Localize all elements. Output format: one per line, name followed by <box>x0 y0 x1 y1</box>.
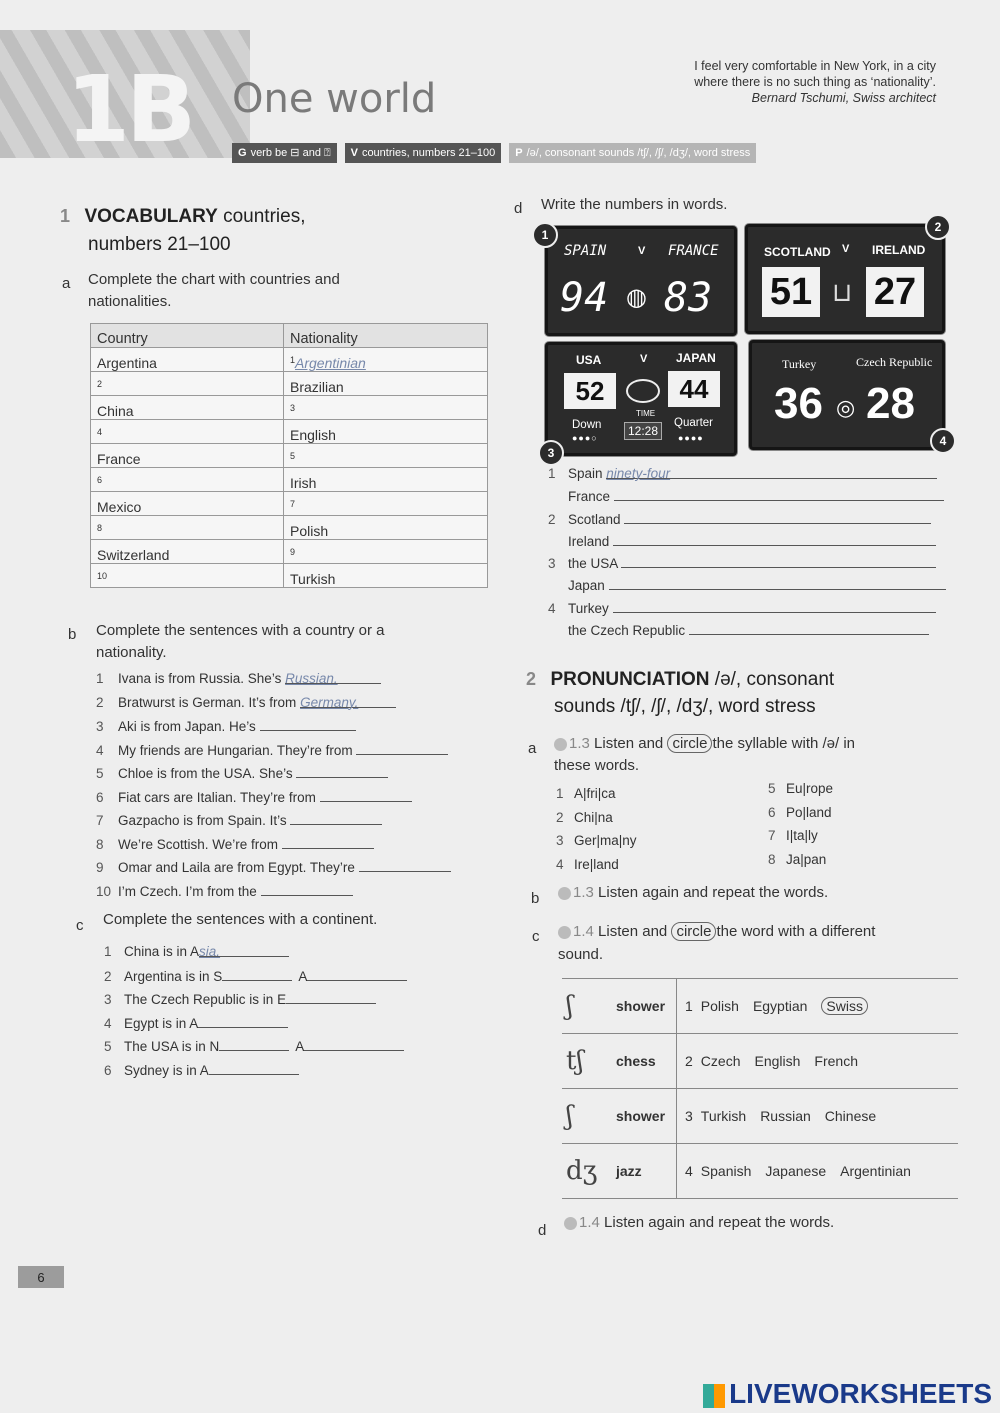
list-item: 2 Bratwurst is German. It’s from Germany. <box>96 695 396 710</box>
grammar-tags <box>232 143 756 163</box>
table-row <box>91 420 488 444</box>
board1-team2: FRANCE <box>668 243 719 259</box>
list-item: 2 Scotland <box>548 511 931 527</box>
sound-picture <box>562 1144 608 1199</box>
section-1-heading <box>60 206 305 228</box>
table-row <box>91 372 488 396</box>
answer-blank[interactable] <box>621 555 936 568</box>
board1-score2: 83 <box>664 275 713 321</box>
table-row <box>91 540 488 564</box>
answer-blank[interactable] <box>260 718 356 731</box>
board3-quarter-dots: ●●●● <box>678 433 704 443</box>
board3-badge: 3 <box>538 440 564 466</box>
nationality-cell[interactable]: 3 <box>284 396 488 420</box>
word-option[interactable]: Czech <box>700 1053 741 1069</box>
board2-vs: V <box>842 243 850 255</box>
word-option[interactable]: Argentinian <box>840 1163 911 1179</box>
exercise-2a-instruction: 1.3 Listen and circle the syllable with /ə/ in these words. <box>554 735 856 774</box>
tag-vocabulary: V countries, numbers 21–100 <box>345 143 502 163</box>
unit-title: One world <box>232 76 437 122</box>
sound-picture <box>562 979 608 1034</box>
section-1-title-line2: numbers 21–100 <box>88 234 231 255</box>
country-cell[interactable]: 2 <box>91 372 284 396</box>
audio-icon[interactable] <box>558 926 571 939</box>
answer-blank[interactable] <box>689 622 929 635</box>
phonetic-symbol: dʒ <box>566 1156 598 1186</box>
list-item[interactable]: 1 A|fri|ca <box>556 786 616 801</box>
answer-blank[interactable] <box>624 511 931 524</box>
nationality-table <box>90 323 488 588</box>
answer-blank[interactable] <box>198 1015 288 1028</box>
answer-blank[interactable] <box>320 789 412 802</box>
sound-picture <box>562 1089 608 1144</box>
table-header-country: Country <box>91 324 284 348</box>
list-item: 1 China is in Asia. <box>104 944 289 959</box>
answer-blank[interactable] <box>359 859 451 872</box>
scoreboard-2 <box>745 224 945 334</box>
quote <box>636 58 936 106</box>
exercise-1c-instruction: Complete the sentences with a continent. <box>103 911 378 928</box>
board3-quarter: Quarter <box>674 417 713 429</box>
table-header-nationality: Nationality <box>284 324 488 348</box>
word-option[interactable]: Egyptian <box>752 998 808 1014</box>
board3-down: Down <box>572 419 602 431</box>
nationality-cell[interactable]: Polish <box>284 516 488 540</box>
exercise-2b-letter: b <box>531 890 540 907</box>
section-2-heading <box>526 669 834 691</box>
list-item: 7 Gazpacho is from Spain. It’s <box>96 812 382 828</box>
word-option[interactable]: Turkish <box>700 1108 747 1124</box>
board4-team1: Turkey <box>782 357 817 371</box>
word-option[interactable]: Japanese <box>765 1163 827 1179</box>
list-item: 4 Turkey <box>548 600 936 616</box>
volleyball-icon: ◎ <box>836 395 856 420</box>
section-1-number: 1 <box>60 206 71 226</box>
list-item: Japan <box>568 577 946 593</box>
sound-picture <box>562 1034 608 1089</box>
basketball-icon: ◍ <box>626 284 647 311</box>
exercise-1a-instruction: Complete the chart with countries and nationalities. <box>88 271 340 310</box>
country-cell[interactable]: 8 <box>91 516 284 540</box>
section-2-number: 2 <box>526 669 537 689</box>
list-item[interactable]: 5 Eu|rope <box>768 781 834 796</box>
board4-badge: 4 <box>930 428 956 454</box>
country-cell[interactable]: France <box>91 444 284 468</box>
exercise-2a-letter: a <box>528 740 537 757</box>
tag-pronunciation: P /ə/, consonant sounds /tʃ/, /ʃ/, /dʒ/, word stress <box>509 143 756 163</box>
exercise-1d-letter: d <box>514 200 523 217</box>
board3-time-label: TIME <box>636 409 656 418</box>
board2-team1: SCOTLAND <box>764 245 831 259</box>
board1-score1: 94 <box>560 275 609 321</box>
table-row <box>91 468 488 492</box>
list-item: 1 Ivana is from Russia. She’s Russian. <box>96 671 381 686</box>
sound-word: shower <box>608 1089 677 1144</box>
football-icon <box>626 379 660 403</box>
country-cell[interactable]: Mexico <box>91 492 284 516</box>
phonetic-symbol: ʃ <box>566 1101 574 1131</box>
sound-word: chess <box>608 1034 677 1089</box>
goalpost-icon: ⊔ <box>832 277 853 307</box>
list-item: 8 We’re Scottish. We’re from <box>96 836 374 852</box>
list-item: 10 I’m Czech. I’m from the <box>96 883 353 899</box>
list-item[interactable]: 4 Ire|land <box>556 856 619 872</box>
list-item: 1 Spain ninety-four <box>548 466 937 481</box>
list-item[interactable]: 2 Chi|na <box>556 809 613 825</box>
answer-blank[interactable] <box>219 1038 289 1051</box>
answer-blank[interactable]: Russian. <box>285 671 381 684</box>
board3-score2: 44 <box>668 371 720 407</box>
section-2-title-bold: PRONUNCIATION <box>550 669 710 690</box>
board3-team1: USA <box>576 353 602 367</box>
section-2-title-line2: sounds /tʃ/, /ʃ/, /dʒ/, word stress <box>554 696 816 717</box>
list-item: 6 Fiat cars are Italian. They’re from <box>96 789 412 805</box>
board2-team2: IRELAND <box>872 243 926 257</box>
page-number: 6 <box>18 1266 64 1288</box>
audio-icon[interactable] <box>564 1217 577 1230</box>
liveworksheets-logo[interactable]: LIVEWORKSHEETS <box>703 1378 992 1410</box>
table-row <box>91 348 488 372</box>
board1-team1: SPAIN <box>564 243 607 259</box>
board3-team2: JAPAN <box>676 351 716 365</box>
nationality-cell[interactable]: 9 <box>284 540 488 564</box>
word-option[interactable]: Spanish <box>700 1163 752 1179</box>
table-row <box>91 516 488 540</box>
answer-blank[interactable]: ninety-four <box>606 466 937 479</box>
table-row <box>562 1034 958 1089</box>
sound-word: shower <box>608 979 677 1034</box>
sound-word: jazz <box>608 1144 677 1199</box>
answer-blank[interactable] <box>613 533 936 546</box>
sound-table <box>562 978 958 1199</box>
nationality-cell[interactable]: Turkish <box>284 564 488 588</box>
section-1-title-bold: VOCABULARY <box>84 206 218 227</box>
country-cell[interactable]: Switzerland <box>91 540 284 564</box>
word-options: 4 Spanish Japanese Argentinian <box>677 1144 959 1199</box>
word-options: 1 Polish Egyptian Swiss <box>677 979 959 1034</box>
country-cell[interactable]: China <box>91 396 284 420</box>
list-item: 2 Argentina is in S A <box>104 968 407 984</box>
answer-blank[interactable] <box>307 968 407 981</box>
audio-icon[interactable] <box>554 738 567 751</box>
answer-blank[interactable] <box>304 1038 404 1051</box>
word-options: 2 Czech English French <box>677 1034 959 1089</box>
board3-time: 12:28 <box>624 422 662 440</box>
nationality-cell[interactable]: 5 <box>284 444 488 468</box>
exercise-1b-instruction: Complete the sentences with a country or a nationality. <box>96 622 385 661</box>
table-row <box>562 1144 958 1199</box>
board2-badge: 2 <box>925 214 951 240</box>
scoreboard-3 <box>545 342 737 456</box>
list-item: Ireland <box>568 533 936 549</box>
exercise-2d-letter: d <box>538 1222 547 1239</box>
answer-blank[interactable] <box>209 1062 299 1075</box>
phonetic-symbol: ʃ <box>566 991 574 1021</box>
answer-blank[interactable] <box>614 488 944 501</box>
table-row <box>91 396 488 420</box>
list-item[interactable]: 8 Ja|pan <box>768 851 827 867</box>
audio-icon[interactable] <box>558 887 571 900</box>
section-2-title-rest: /ə/, consonant <box>714 669 835 690</box>
nationality-cell[interactable]: 7 <box>284 492 488 516</box>
exercise-1c-letter: c <box>76 917 84 934</box>
exercise-2d-instruction: 1.4 Listen again and repeat the words. <box>564 1214 834 1231</box>
word-option[interactable]: Chinese <box>824 1108 877 1124</box>
answer-blank[interactable] <box>290 812 382 825</box>
board4-score2: 28 <box>866 379 915 428</box>
nationality-cell[interactable]: Brazilian <box>284 372 488 396</box>
board3-score1: 52 <box>564 373 616 409</box>
exercise-2c-letter: c <box>532 928 540 945</box>
answer-blank[interactable] <box>609 577 947 590</box>
quote-author: Bernard Tschumi, Swiss architect <box>751 91 936 105</box>
board1-vs: V <box>638 245 646 257</box>
answer-blank[interactable] <box>282 836 374 849</box>
country-cell[interactable]: Argentina <box>91 348 284 372</box>
list-item[interactable]: 6 Po|land <box>768 804 832 820</box>
word-options: 3 Turkish Russian Chinese <box>677 1089 959 1144</box>
table-row <box>91 444 488 468</box>
phonetic-symbol: tʃ <box>566 1046 584 1076</box>
exercise-1a-letter: a <box>62 275 71 292</box>
answer-blank[interactable] <box>356 742 448 755</box>
board2-score1: 51 <box>762 267 820 317</box>
answer-blank[interactable]: sia. <box>199 944 289 957</box>
answer-blank[interactable] <box>613 600 936 613</box>
unit-number: 1B <box>66 56 193 163</box>
scoreboard-4 <box>749 340 945 450</box>
list-item: France <box>568 488 944 504</box>
answer-blank[interactable] <box>286 991 376 1004</box>
answer-blank[interactable]: Germany. <box>300 695 396 708</box>
word-option[interactable]: French <box>814 1053 858 1069</box>
list-item[interactable]: 3 Ger|ma|ny <box>556 833 637 848</box>
nationality-cell[interactable]: English <box>284 420 488 444</box>
board4-score1: 36 <box>774 379 823 428</box>
logo-icon <box>703 1384 725 1408</box>
exercise-2b-instruction: 1.3 Listen again and repeat the words. <box>558 884 828 901</box>
section-1-title-rest: countries, <box>223 206 306 227</box>
board3-down-dots: ●●●○ <box>572 433 598 443</box>
table-header-row <box>91 324 488 348</box>
nationality-cell[interactable]: $^1$Argentinian <box>284 348 488 372</box>
board4-team2: Czech Republic <box>856 355 933 369</box>
list-item: 4 Egypt is in A <box>104 1015 288 1031</box>
exercise-1d-instruction: Write the numbers in words. <box>541 196 728 213</box>
list-item: 9 Omar and Laila are from Egypt. They’re <box>96 859 451 875</box>
answer-blank[interactable] <box>296 765 388 778</box>
country-cell[interactable]: 4 <box>91 420 284 444</box>
quote-line-1: I feel very comfortable in New York, in a city <box>694 59 936 73</box>
list-item: the Czech Republic <box>568 622 929 638</box>
list-item: 6 Sydney is in A <box>104 1062 299 1078</box>
word-option[interactable]: Swiss <box>821 997 868 1015</box>
list-item: 3 the USA <box>548 555 936 571</box>
exercise-1b-letter: b <box>68 626 77 643</box>
exercise-2c-instruction: 1.4 Listen and circle the word with a different sound. <box>558 923 876 963</box>
country-cell[interactable]: 10 <box>91 564 284 588</box>
board1-badge: 1 <box>532 222 558 248</box>
list-item: 5 The USA is in N A <box>104 1038 404 1054</box>
answer-blank[interactable] <box>222 968 292 981</box>
list-item[interactable]: 7 I|ta|ly <box>768 828 818 843</box>
nationality-cell[interactable]: Irish <box>284 468 488 492</box>
country-cell[interactable]: 6 <box>91 468 284 492</box>
list-item: 3 The Czech Republic is in E <box>104 991 376 1007</box>
table-row <box>562 979 958 1034</box>
board3-vs: V <box>640 353 648 365</box>
board2-score2: 27 <box>866 267 924 317</box>
table-row <box>562 1089 958 1144</box>
scoreboard-1 <box>545 226 737 336</box>
word-option[interactable]: Polish <box>700 998 739 1014</box>
quote-line-2: where there is no such thing as ‘nationality’. <box>694 75 936 89</box>
word-option[interactable]: Russian <box>760 1108 811 1124</box>
tag-grammar: G verb be ⊟ and ⍰ <box>232 143 337 163</box>
answer-blank[interactable] <box>261 883 353 896</box>
table-row <box>91 492 488 516</box>
list-item: 5 Chloe is from the USA. She’s <box>96 765 388 781</box>
list-item: 4 My friends are Hungarian. They’re from <box>96 742 448 758</box>
word-option[interactable]: English <box>754 1053 801 1069</box>
table-row <box>91 564 488 588</box>
list-item: 3 Aki is from Japan. He’s <box>96 718 356 734</box>
